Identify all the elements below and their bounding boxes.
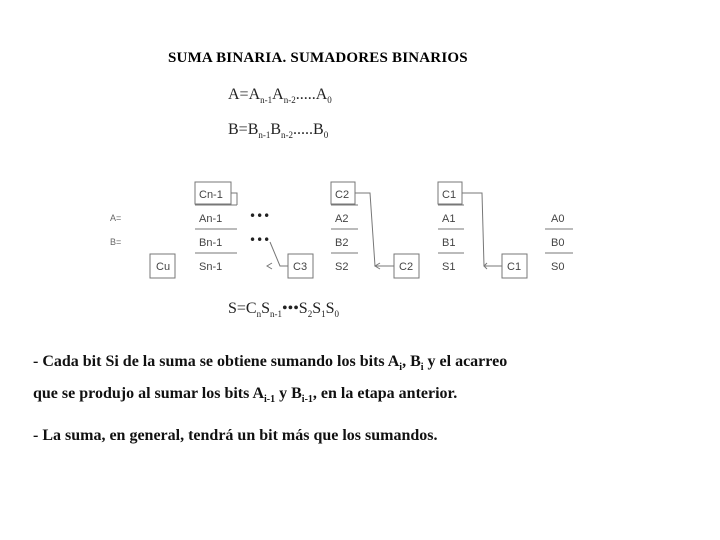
carry-box-col-2: C2	[399, 261, 414, 273]
row-label-a: A=	[110, 213, 122, 223]
ellipsis-a: •••	[249, 209, 271, 223]
s-label-col-2: S2	[335, 261, 349, 273]
b-label-col-0: B0	[551, 237, 565, 249]
note-paragraph: - La suma, en general, tendrá un bit más que los sumandos.	[33, 427, 438, 444]
row-label-b: B=	[110, 237, 122, 247]
page-title: SUMA BINARIA. SUMADORES BINARIOS	[168, 50, 468, 66]
b-label-col-1: B1	[442, 237, 456, 249]
explanation-paragraph: - Cada bit Si de la suma se obtiene sumando los bits $A_i$, $B_i$ y el acarreo que se produjo al sumar los bits $A_{i-1}$ y $B_{i-1}$, en la etapa anterior.	[33, 353, 508, 406]
s-label-col-n1: Sn-1	[199, 261, 223, 273]
carry-box-col-n1: C3	[293, 261, 308, 273]
formula-s: $S=C_nS_{n-1}•••S_2S_1S_0$	[228, 300, 340, 320]
s-label-col-0: S0	[551, 261, 565, 273]
carry-label-col-n1: Cn-1	[199, 189, 223, 201]
b-label-col-n1: Bn-1	[199, 237, 223, 249]
b-label-col-2: B2	[335, 237, 349, 249]
carry-label-col-2: C2	[335, 189, 350, 201]
a-label-col-n1: An-1	[199, 213, 223, 225]
ellipsis-b: •••	[249, 233, 271, 247]
formula-b: $B=B_{n-1}B_{n-2}.....B_0$	[228, 121, 329, 141]
carry-in-label: Cu	[156, 261, 171, 273]
a-label-col-0: A0	[551, 213, 565, 225]
formula-a: $A=A_{n-1}A_{n-2}.....A_0$	[228, 86, 332, 106]
carry-label-col-1: C1	[442, 189, 457, 201]
a-label-col-1: A1	[442, 213, 456, 225]
a-label-col-2: A2	[335, 213, 349, 225]
s-label-col-1: S1	[442, 261, 456, 273]
carry-box-col-1: C1	[507, 261, 522, 273]
